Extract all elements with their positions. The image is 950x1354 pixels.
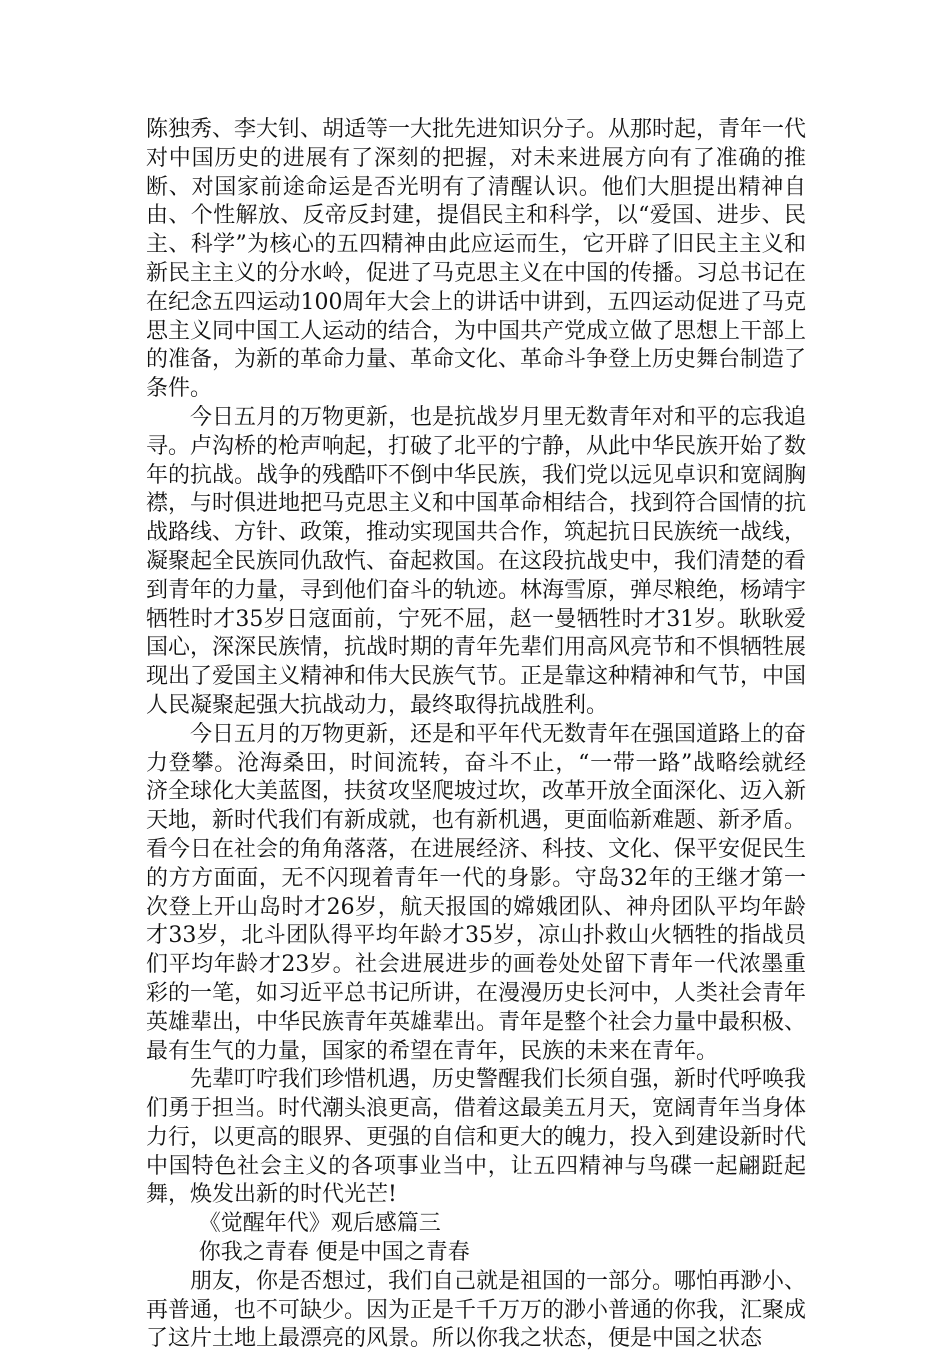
section-subtitle: 你我之青春 便是中国之青春	[198, 1240, 470, 1266]
paragraph-3: 今日五月的万物更新，还是和平年代无数青年在强国道路上的奋力登攀。沧海桑田，时间流转，奋斗不止，“一带一路”战略绘就经济全球化大美蓝图，扶贫攻坚爬坡过坎，改革开放全面深化、迈入新天地，新时代我们有新成就，也有新机遇，更面临新难题、新矛盾。看今日在社会的角角落落，在进展经济、科技、文化、保平安促民生的方方面面，无不闪现着青年一代的身影。守岛32年的王继才第一次登上开山岛时才26岁，航天报国的嫦娥团队、神舟团队平均年龄才33岁，北斗团队得平均年龄才35岁，凉山扑救山火牺牲的指战员们平均年龄才23岁。社会进展进步的画卷处处留下青年一代浓墨重彩的一笔，如习近平总书记所讲，在漫漫历史长河中，人类社会青年英雄辈出，中华民族青年英雄辈出。青年是整个社会力量中最积极、最有生气的力量，国家的希望在青年，民族的未来在青年。	[146, 721, 807, 1064]
paragraph-4: 先辈叮咛我们珍惜机遇，历史警醒我们长须自强，新时代呼唤我们勇于担当。时代潮头浪更高，借着这最美五月天，宽阔青年当身体力行，以更高的眼界、更强的自信和更大的魄力，投入到建设新时代中国特色社会主义的各项事业当中，让五四精神与鸟碟一起翩跹起舞，焕发出新的时代光芒!	[146, 1067, 807, 1208]
paragraph-1: 陈独秀、李大钊、胡适等一大批先进知识分子。从那时起，青年一代对中国历史的进展有了深刻的把握，对未来进展方向有了准确的推断、对国家前途命运是否光明有了清醒认识。他们大胆提出精神自由、个性解放、反帝反封建，提倡民主和科学，以“爱国、进步、民主、科学”为核心的五四精神由此应运而生，它开辟了旧民主主义和新民主主义的分水岭，促进了马克思主义在中国的传播。习总书记在在纪念五四运动100周年大会上的讲话中讲到，五四运动促进了马克思主义同中国工人运动的结合，为中国共产党成立做了思想上干部上的准备，为新的革命力量、革命文化、革命斗争登上历史舞台制造了条件。	[146, 117, 807, 402]
paragraph-2: 今日五月的万物更新，也是抗战岁月里无数青年对和平的忘我追寻。卢沟桥的枪声响起，打破了北平的宁静，从此中华民族开始了数年的抗战。战争的残酷吓不倒中华民族，我们党以远见卓识和宽阔胸襟，与时俱进地把马克思主义和中国革命相结合，找到符合国情的抗战路线、方针、政策，推动实现国共合作，筑起抗日民族统一战线，凝聚起全民族同仇敌忾、奋起救国。在这段抗战史中，我们清楚的看到青年的力量，寻到他们奋斗的轨迹。林海雪原，弹尽粮绝，杨靖宇牺牲时才35岁日寇面前，宁死不屈，赵一曼牺牲时才31岁。耿耿爱国心，深深民族情，抗战时期的青年先辈们用高风亮节和不惧牺牲展现出了爱国主义精神和伟大民族气节。正是靠这种精神和气节，中国人民凝聚起强大抗战动力，最终取得抗战胜利。	[146, 404, 807, 718]
document-page	[146, 116, 806, 1354]
paragraph-5: 朋友，你是否想过，我们自己就是祖国的一部分。哪怕再渺小、再普通，也不可缺少。因为正是千千万万的渺小普通的你我，汇聚成了这片土地上最漂亮的风景。所以你我之状态，便是中国之状态	[146, 1268, 807, 1352]
section-title: 《觉醒年代》观后感篇三	[198, 1211, 441, 1237]
